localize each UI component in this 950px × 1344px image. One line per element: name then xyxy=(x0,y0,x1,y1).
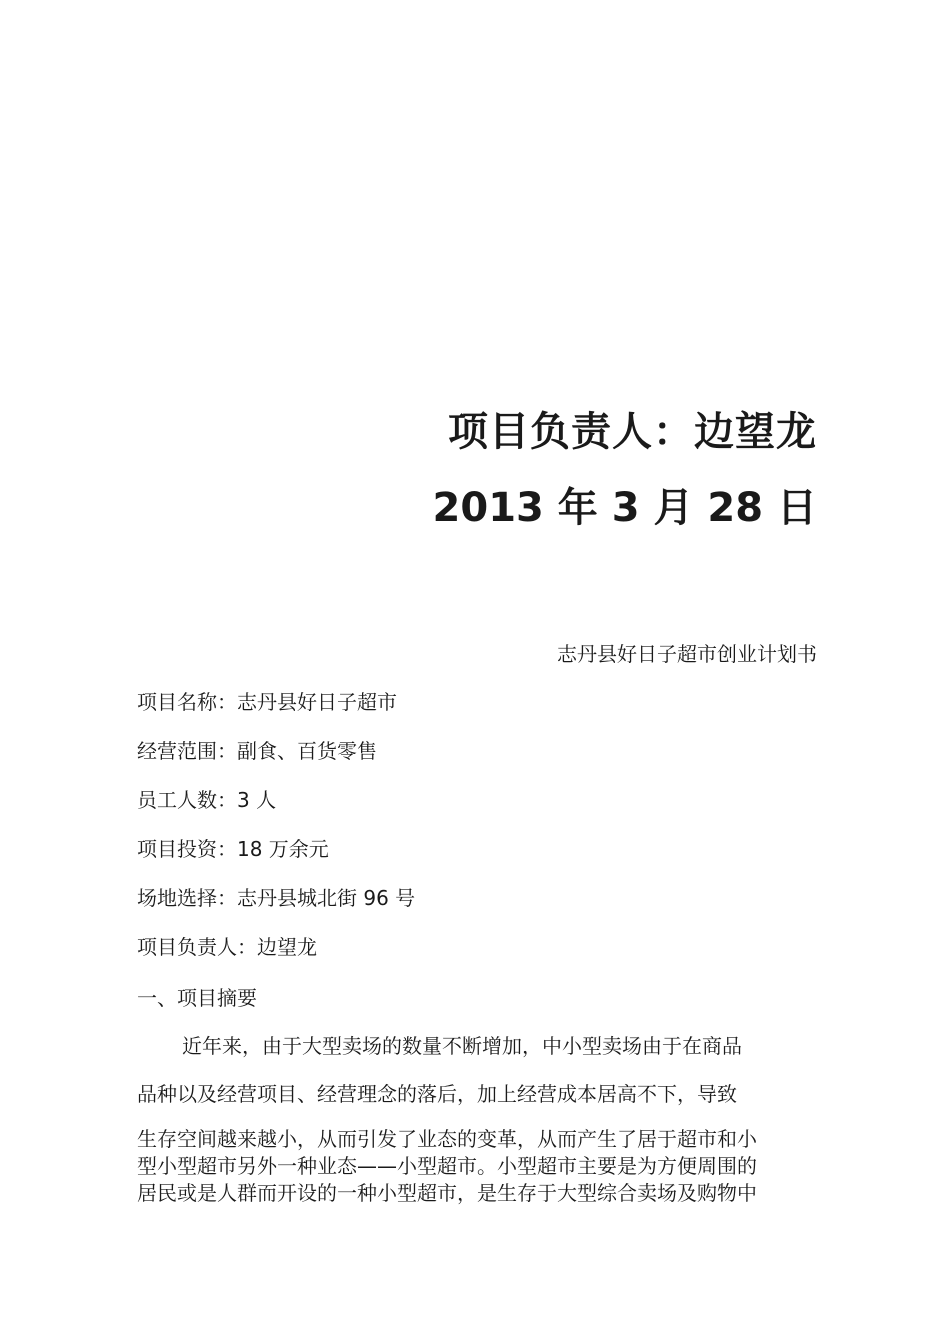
field-business-scope: 经营范围：副食、百货零售 xyxy=(137,739,377,763)
summary-line: 型小型超市另外一种业态——小型超市。小型超市主要是为方便周围的 xyxy=(137,1154,757,1178)
field-label: 项目负责人 xyxy=(137,935,237,959)
field-label: 项目投资 xyxy=(137,837,217,861)
field-site: 场地选择：志丹县城北街 96 号 xyxy=(137,886,416,910)
cover-date: 2013 年 3 月 28 日 xyxy=(432,485,817,531)
field-value: 18 万余元 xyxy=(237,837,329,861)
section-heading-summary: 一、项目摘要 xyxy=(137,986,257,1010)
summary-line: 品种以及经营项目、经营理念的落后，加上经营成本居高不下，导致 xyxy=(137,1082,737,1106)
field-value: 边望龙 xyxy=(257,935,317,959)
field-project-lead: 项目负责人：边望龙 xyxy=(137,935,317,959)
field-value: 副食、百货零售 xyxy=(237,739,377,763)
summary-line: 近年来，由于大型卖场的数量不断增加，中小型卖场由于在商品 xyxy=(182,1034,742,1058)
cover-project-lead: 项目负责人：边望龙 xyxy=(448,409,817,455)
field-label: 项目名称 xyxy=(137,690,217,714)
summary-line: 生存空间越来越小，从而引发了业态的变革，从而产生了居于超市和小 xyxy=(137,1127,757,1151)
field-value: 志丹县好日子超市 xyxy=(237,690,397,714)
field-project-name: 项目名称：志丹县好日子超市 xyxy=(137,690,397,714)
document-title: 志丹县好日子超市创业计划书 xyxy=(557,642,817,666)
field-value: 志丹县城北街 96 号 xyxy=(237,886,416,910)
field-investment: 项目投资：18 万余元 xyxy=(137,837,329,861)
summary-paragraph xyxy=(137,1126,827,1207)
field-label: 员工人数 xyxy=(137,788,217,812)
field-label: 经营范围 xyxy=(137,739,217,763)
field-label: 场地选择 xyxy=(137,886,217,910)
summary-line: 居民或是人群而开设的一种小型超市，是生存于大型综合卖场及购物中 xyxy=(137,1181,757,1205)
field-staff-count: 员工人数：3 人 xyxy=(137,788,277,812)
field-value: 3 人 xyxy=(237,788,277,812)
